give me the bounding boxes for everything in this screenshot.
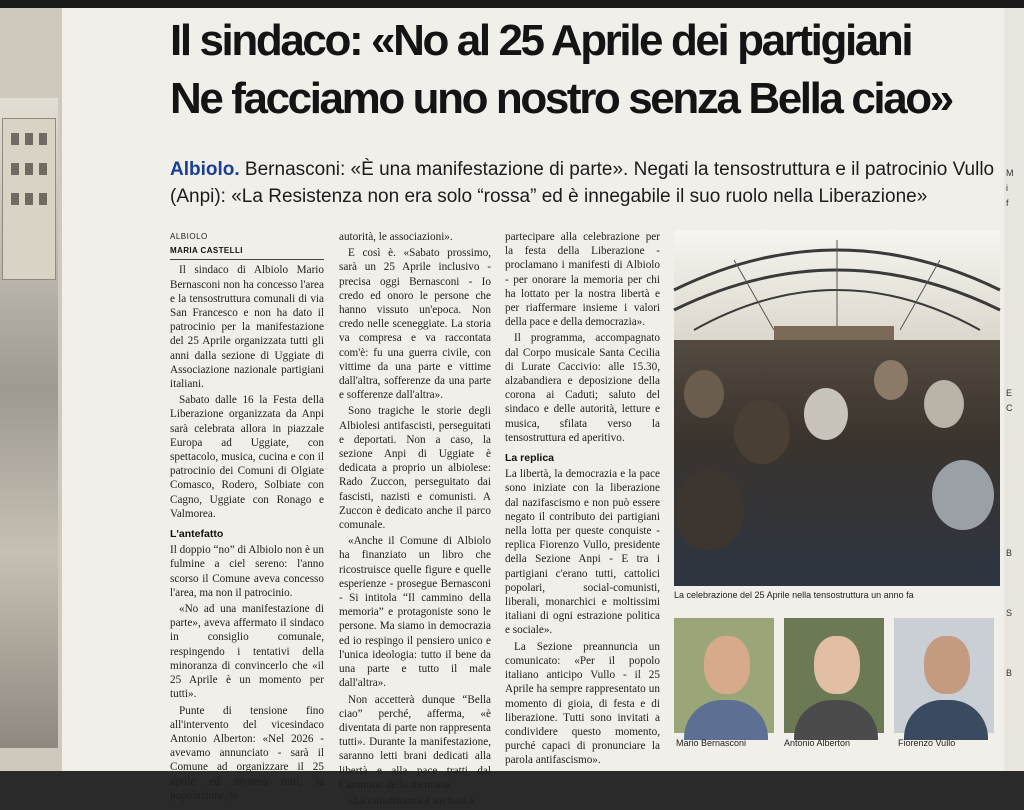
- subheadline: [170, 156, 1000, 210]
- author-byline: MARIA CASTELLI: [170, 244, 324, 260]
- tent-structure: [674, 230, 1000, 340]
- paragraph: autorità, le associazioni».: [339, 231, 453, 243]
- portrait-name: Fiorenzo Vullo: [898, 738, 956, 748]
- adjacent-page-right: M i f E C B S B: [1004, 8, 1024, 771]
- screen-top-bar: [0, 0, 1024, 8]
- portrait-name: Antonio Alberton: [784, 738, 851, 748]
- paragraph: La Sezione preannuncia un comunicato: «Per il popolo italiano anticipo Vullo - il 25 Aprile ha sempre rappresentato un momento di gioia, di festa e di liberazione. Tutti sono invitati a condividere questo momento, purché capaci di pronunciare la parola antifascismo».: [505, 640, 660, 767]
- kicker: ALBIOLO: [170, 232, 208, 241]
- portrait-photo: [784, 618, 884, 733]
- audience: [674, 340, 1000, 586]
- subhead-text: Bernasconi: «È una manifestazione di parte». Negati la tensostruttura e il patrocinio Vullo (Anpi): «La Resistenza non era solo “rossa” ed è innegabile il suo ruolo nella Liberazione»: [170, 159, 995, 207]
- adjacent-page-left: [0, 8, 62, 771]
- paragraph: La libertà, la democrazia e la pace sono iniziate con la liberazione dal nazifascismo e non può essere negato il contributo dei partigiani nella lotta per queste conquiste - replica Fiorenzo Vullo, presidente della Sezione Anpi - E tra i partigiani c'erano tutti, cattolici popolari, social-comunisti, liberali, monarchici e moltissimi italiani di ogni estrazione politica e sociale».: [505, 468, 660, 637]
- paragraph: Il programma, accompagnato dal Corpo musicale Santa Cecilia di Lurate Caccivio: alle 15.30, alzabandiera e deposizione della corona ai Caduti; saluto del sindaco e delle autorità, letture e musica, sfilata verso la tensostruttura ed aperitivo.: [505, 332, 660, 444]
- portrait-photo: [674, 618, 774, 733]
- paragraph: «La cittadinanza è invitata a: [348, 794, 475, 807]
- paragraph: «No ad una manifestazione di parte», aveva affermato il sindaco in consiglio comunale, respingendo i tentativi della minoranza di convincerlo che «il 25 Aprile è un momento per tutti».: [170, 603, 324, 701]
- paragraph: Il doppio “no” di Albiolo non è un fulmine a ciel sereno: l'anno scorso il Comune aveva concesso l'area, ma non il patrocinio.: [170, 544, 324, 599]
- newspaper-page: [62, 8, 1004, 807]
- paragraph: Non accetterà dunque “Bella ciao” perché, afferma, «è diventata di parte non rappresenta tutti». Durante la manifestazione, saranno letti brani dedicati alla libertà e alla pace tratti dal Cammino della memoria.: [339, 693, 491, 791]
- face: [814, 636, 860, 694]
- paragraph: «Anche il Comune di Albiolo ha finanziato un libro che ricostruisce quelle figure e quelle esperienze - prosegue Bernasconi - Si intitola “Il cammino della memoria” e protagoniste sono le persone. Ma siamo in democrazia ed io respingo il pensiero unico e l'unica ideologia: tutto il bene da una parte e tutto il male dall'altra».: [339, 535, 491, 690]
- headline-line-2: Ne facciamo uno nostro senza Bella ciao»: [170, 74, 952, 123]
- paragraph: partecipare alla celebrazione per la festa della Liberazione - proclamano i manifesti di Albiolo - per onorare la memoria per chi ha lottato per la nostra libertà e per riaffermare insieme i valori della pace e della democrazia».: [505, 231, 660, 329]
- portrait-photo: [894, 618, 994, 733]
- text-column-2: [339, 230, 491, 810]
- event-photo: [674, 230, 1000, 586]
- paragraph: E così è. «Sabato prossimo, sarà un 25 Aprile inclusivo - precisa oggi Bernasconi - Io credo ed onoro le persone che hanno vissuto un'epoca. Non credo nelle sceneggiate. La storia va compresa e va raccontata com'è: fu una guerra civile, con vittime da una parte e vittime dall'altra, sofferenze da una parte e sofferenze dall'altra».: [339, 247, 491, 402]
- portrait-name: Mario Bernasconi: [676, 738, 747, 748]
- paragraph: Sono tragiche le storie degli Albiolesi antifascisti, perseguitati e deportati. Non a caso, la sezione Anpi di Uggiate è dedicata a proprio un albiolese: Rado Zuccon, perseguitato dai fascisti, nazisti e comunisti. A Zuccon è dedicato anche il parco comunale.: [339, 405, 491, 532]
- section-heading-replica: La replica: [505, 452, 555, 465]
- headline: [170, 12, 1000, 128]
- headline-line-1: Il sindaco: «No al 25 Aprile dei partigiani: [170, 16, 912, 65]
- face: [704, 636, 750, 694]
- photo-caption: La celebrazione del 25 Aprile nella tensostruttura un anno fa: [674, 590, 914, 600]
- building-illustration: [2, 118, 56, 280]
- text-column-3: [505, 230, 660, 770]
- paragraph: Sabato dalle 16 la Festa della Liberazione organizzata da Anpi sarà celebrata allora in piazzale Europa ad Uggiate, con spettacolo, musica, cucina e con il patrocinio dei Comuni di Olgiate Comasco, Rodero, Solbiate con Cagno, Uggiate con Ronago e Valmorea.: [170, 394, 324, 520]
- section-heading-antefatto: L'antefatto: [170, 528, 224, 541]
- paragraph: Il sindaco di Albiolo Mario Bernasconi non ha concesso l'area e la tensostruttura comunali di via San Francesco e non ha dato il patrocinio per la manifestazione del 25 Aprile organizzata tutti gli anni dalla sezione di Uggiate di Associazione nazionale partigiani italiani.: [170, 264, 324, 391]
- face: [924, 636, 970, 694]
- subhead-place: Albiolo.: [170, 159, 240, 180]
- paragraph: Punte di tensione fino all'intervento del vicesindaco Antonio Alberton: «Nel 2026 - avevamo annunciato - sarà il Comune ad organizzare il 25 aprile ed inviterà tutti, la popolazione, le: [170, 704, 324, 802]
- text-column-1: [170, 230, 324, 805]
